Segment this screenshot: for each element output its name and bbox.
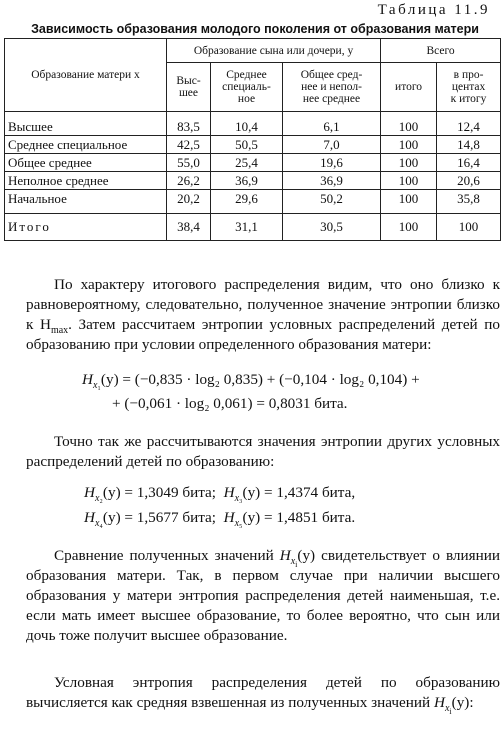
header-total-group: Всего [381,39,501,63]
formula-hx2: $H_{x_2}(y) = 1,3049$ бита; $H_{x_3}(y) = 1,4374$ бита, [84,484,356,505]
total-cell: 31,1 [211,214,283,241]
row-label: Общее среднее [5,154,167,172]
paragraph-4: Условная энтропия распределения детей по образованию вычисляется как средняя взвешенная из полученных значений $H_{x_i}(y)$: [26,674,500,717]
header-total: итого [381,63,437,112]
table-cell: 100 [381,112,437,136]
table-row [5,190,501,214]
table-cell: 35,8 [437,190,501,214]
table-cell: 16,4 [437,154,501,172]
table-cell: 25,4 [211,154,283,172]
header-special: Среднее специаль- ное [211,63,283,112]
table-cell: 100 [381,172,437,190]
formula-hx1-line2: + (−0,061 · log₂ 0,061) = 0,8031 бита. [112,395,348,412]
table-row [5,154,501,172]
table-cell: 42,5 [167,136,211,154]
table-cell: 100 [381,190,437,214]
header-percent: в про- центах к итогу [437,63,501,112]
table-cell: 20,2 [167,190,211,214]
paragraph-1: По характеру итогового распределения видим, что оно близко к равновероятному, следовательно, полученное значение энтропии близко к $H_{max}$. Затем рассчитаем энтропии условных распределений детей по образованию при условии определенного образования матери: [26,276,500,353]
header-child-group: Образование сына или дочери, y [167,39,381,63]
table-cell: 50,5 [211,136,283,154]
table-title: Зависимость образования молодого поколения от образования матери [31,22,479,36]
total-cell: 30,5 [283,214,381,241]
table-cell: 20,6 [437,172,501,190]
table-cell: 100 [381,154,437,172]
row-label: Высшее [5,112,167,136]
data-table [4,38,501,241]
total-label: Итого [5,214,167,241]
header-higher: Выс- шее [167,63,211,112]
table-row-total [5,214,501,241]
table-row [5,136,501,154]
table-cell: 50,2 [283,190,381,214]
total-cell: 100 [437,214,501,241]
header-general: Общее сред- нее и непол- нее среднее [283,63,381,112]
table-cell: 29,6 [211,190,283,214]
table-cell: 6,1 [283,112,381,136]
table-cell: 100 [381,136,437,154]
table-cell: 19,6 [283,154,381,172]
row-label: Начальное [5,190,167,214]
formula-hx4: $H_{x_4}(y) = 1,5677$ бита; $H_{x_5}(y) = 1,4851$ бита. [84,509,356,530]
row-label: Неполное среднее [5,172,167,190]
table-row [5,112,501,136]
table-cell: 55,0 [167,154,211,172]
table-cell: 83,5 [167,112,211,136]
table-row [5,172,501,190]
total-cell: 100 [381,214,437,241]
table-number: Таблица 11.9 [377,2,490,18]
table-cell: 7,0 [283,136,381,154]
paragraph-2: Точно так же рассчитываются значения энтропии других условных распределений детей по образованию: [26,433,500,470]
table-cell: 26,2 [167,172,211,190]
formula-hx1-line1: $H_{x_1}(y) = (-0,835 \cdot \log_2$ 0,835) + (−0,104 · log₂ 0,104) + [82,371,420,392]
paragraph-3: Сравнение полученных значений $H_{x_i}(y)$ свидетельствует о влиянии образования матери. Так, в первом случае при наличии высшего образования у матери энтропия распределения детей наименьшая, т.е. если мать имеет высшее образование, то более вероятно, что сын или дочь тоже получит высшее образование. [26,547,501,644]
table-cell: 36,9 [283,172,381,190]
table-cell: 10,4 [211,112,283,136]
table-cell: 12,4 [437,112,501,136]
total-cell: 38,4 [167,214,211,241]
table-cell: 14,8 [437,136,501,154]
table-cell: 36,9 [211,172,283,190]
row-label: Среднее специальное [5,136,167,154]
header-mother: Образование матери x [5,39,167,112]
